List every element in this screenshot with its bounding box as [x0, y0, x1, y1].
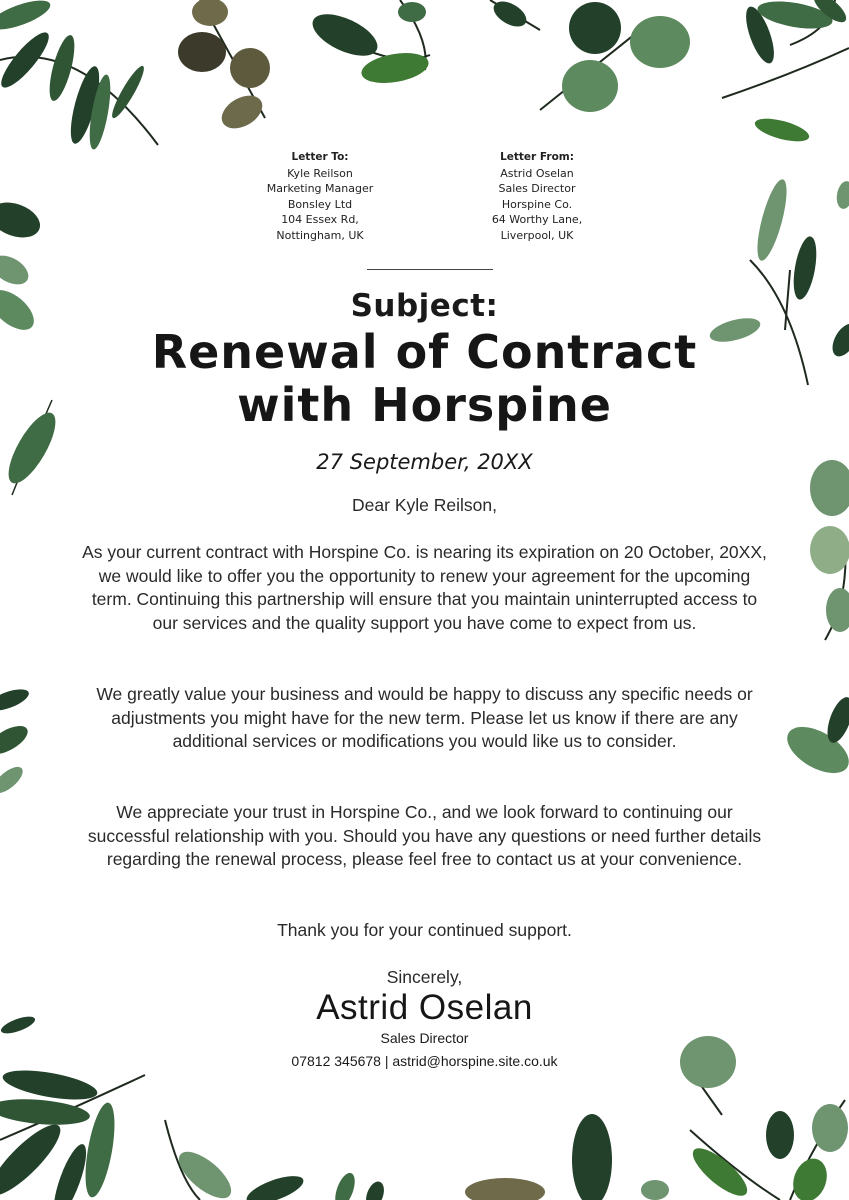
- sender-city: Liverpool, UK: [500, 228, 574, 242]
- body-paragraph-3: We appreciate your trust in Horspine Co., and we look forward to continuing our successful relationship with you. Should you have any questions or need further details regarding the renewal process, please feel free to contact us at your convenience.: [87, 802, 762, 870]
- salutation: Dear Kyle Reilson,: [352, 495, 497, 515]
- subject-title: Renewal of Contract with Horspine: [151, 325, 698, 432]
- body-paragraph-2: We greatly value your business and would be happy to discuss any specific needs or adjustments you might have for the new term. Please let us know if there are any additional services or modifications you would like us to consider.: [96, 684, 753, 752]
- sender-header: Letter From:: [500, 151, 574, 163]
- closing-line: Sincerely,: [386, 967, 463, 987]
- recipient-name: Kyle Reilson: [287, 166, 353, 180]
- header-divider: [367, 269, 493, 270]
- sender-street: 64 Worthy Lane,: [491, 213, 583, 226]
- sender-name: Astrid Oselan: [500, 166, 574, 180]
- body-paragraph-1: As your current contract with Horspine Co. is nearing its expiration on 20 October, 20XX, we would like to offer you the opportunity to renew your agreement for the upcoming term. Continuing this partnership will ensure that you maintain uninterrupted access to our services and the quality support you have come to expect from us.: [82, 542, 767, 633]
- recipient-city: Nottingham, UK: [276, 228, 364, 242]
- recipient-street: 104 Essex Rd,: [281, 213, 359, 226]
- sender-company: Horspine Co.: [501, 197, 573, 211]
- recipient-header: Letter To:: [291, 151, 349, 163]
- recipient-company: Bonsley Ltd: [287, 197, 353, 211]
- sender-title: Sales Director: [498, 182, 576, 195]
- sender-address-block: [460, 150, 614, 243]
- recipient-title: Marketing Manager: [266, 182, 374, 195]
- subject-label: Subject:: [350, 288, 499, 324]
- letter-date: 27 September, 20XX: [316, 450, 533, 474]
- signature-contact: 07812 345678 | astrid@horspine.site.co.uk: [291, 1053, 558, 1069]
- thanks-line: Thank you for your continued support.: [277, 920, 572, 940]
- signature-name: Astrid Oselan: [316, 988, 533, 1027]
- signature-title: Sales Director: [380, 1030, 469, 1046]
- recipient-address-block: [240, 150, 400, 243]
